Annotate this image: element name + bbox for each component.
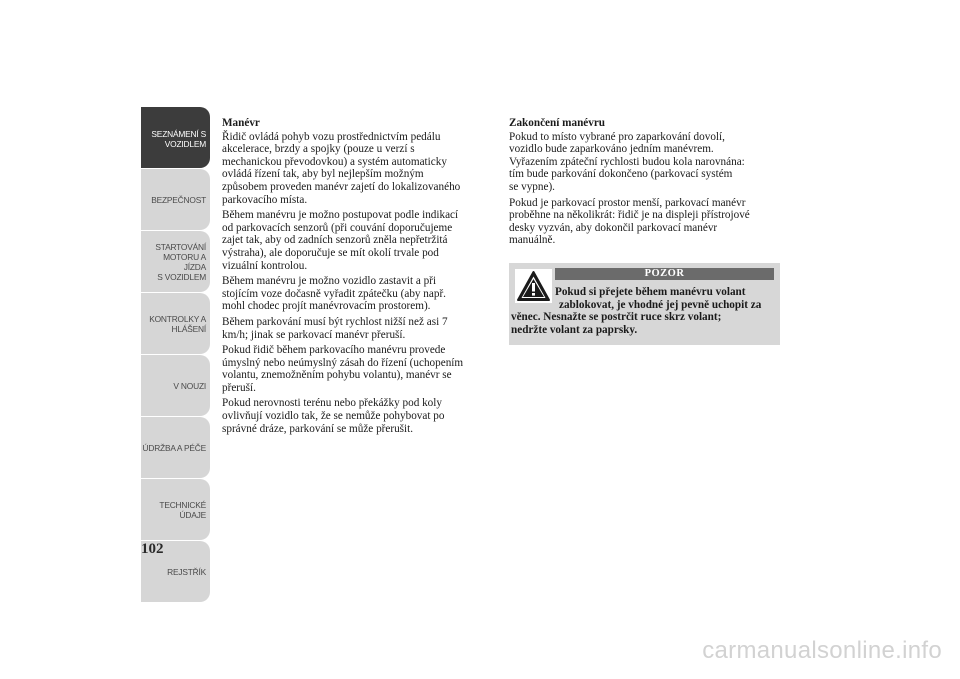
section-heading: Manévr [222, 117, 260, 129]
left-column [222, 117, 494, 438]
paragraph: Během parkování musí být rychlost nižší než asi 7 km/h; jinak se parkovací manévr přeruší. [222, 315, 448, 341]
tab-label: V NOUZI [173, 380, 206, 391]
tab-label: TECHNICKÉ ÚDAJE [159, 499, 206, 520]
chapter-tabs [141, 107, 210, 603]
paragraph: Řidič ovládá pohyb vozu prostřednictvím pedálu akcelerace, brzdy a spojky (pouze u verzí s mechanickou převodovkou) a systém automaticky ovládá řízení tak, aby byl nejlepším možným způsobem proveden manévr zajetí do lokalizovaného parkovacího místa. [222, 130, 461, 206]
paragraph: Během manévru je možno postupovat podle indikací od parkovacích senzorů (při couvání doporučujeme zajet tak, aby od zadních senzorů zněla nepřetržitá výstraha), ale doporučuje se mít okolí trvale pod vizuální kontrolou. [222, 209, 459, 272]
warning-line: zablokovat, je vhodné jej pevně uchopit za [559, 298, 762, 311]
warning-title: POZOR [555, 268, 774, 280]
tab-label: SEZNÁMENÍ S VOZIDLEM [151, 129, 206, 149]
warning-box [509, 263, 780, 345]
page-number: 102 [141, 541, 164, 557]
tab-v-nouzi[interactable] [141, 355, 210, 416]
warning-line: věnec. Nesnažte se postrčit ruce skrz volant; [511, 311, 722, 324]
tab-kontrolky[interactable] [141, 293, 210, 354]
tab-technicke-udaje[interactable] [141, 479, 210, 540]
paragraph: Pokud řidič během parkovacího manévru provede úmyslný nebo neúmyslný zásah do řízení (uchopením volantu, znemožněním pohybu volantu), manévr se přeruší. [222, 344, 464, 394]
section-heading: Zakončení manévru [509, 117, 606, 129]
paragraph: Pokud nerovnosti terénu nebo překážky pod koly ovlivňují vozidlo tak, že se nemůže pohybovat po správné dráze, parkování se může přerušit. [222, 397, 445, 435]
paragraph: Pokud to místo vybrané pro zaparkování dovolí, vozidlo bude zaparkováno jedním manévrem. Vyřazením zpáteční rychlosti budou kola narovnána: tím bude parkování dokončeno (parkovací systém se vypne). [509, 130, 745, 193]
paragraph: Pokud je parkovací prostor menší, parkovací manévr proběhne na několikrát: řidič je na displeji přístrojové desky vyzván, aby dokončil parkovací manévr manuálně. [509, 196, 750, 247]
tab-udrzba[interactable] [141, 417, 210, 478]
tab-label: BEZPEČNOST [151, 194, 206, 205]
paragraph: Během manévru je možno vozidlo zastavit a při stojícím voze dočasně vyřadit zpátečku (aby např. mohl chodec projít manévrovacím prostorem). [222, 275, 446, 313]
tab-bezpecnost[interactable] [141, 169, 210, 230]
warning-line: Pokud si přejete během manévru volant [555, 286, 746, 298]
tab-startovani[interactable] [141, 231, 210, 292]
tab-label: ÚDRŽBA A PÉČE [142, 442, 206, 453]
watermark: carmanualsonline.info [702, 637, 942, 664]
warning-text [509, 286, 779, 336]
tab-label: KONTROLKY A HLÁŠENÍ [149, 313, 206, 334]
tab-label: STARTOVÁNÍ MOTORU A JÍZDA S VOZIDLEM [155, 241, 206, 282]
tab-seznameni-s-vozidlem[interactable] [141, 107, 210, 168]
tab-label: REJSTŘÍK [167, 566, 206, 577]
right-column [509, 117, 781, 250]
warning-line: nedržte volant za paprsky. [511, 323, 638, 336]
